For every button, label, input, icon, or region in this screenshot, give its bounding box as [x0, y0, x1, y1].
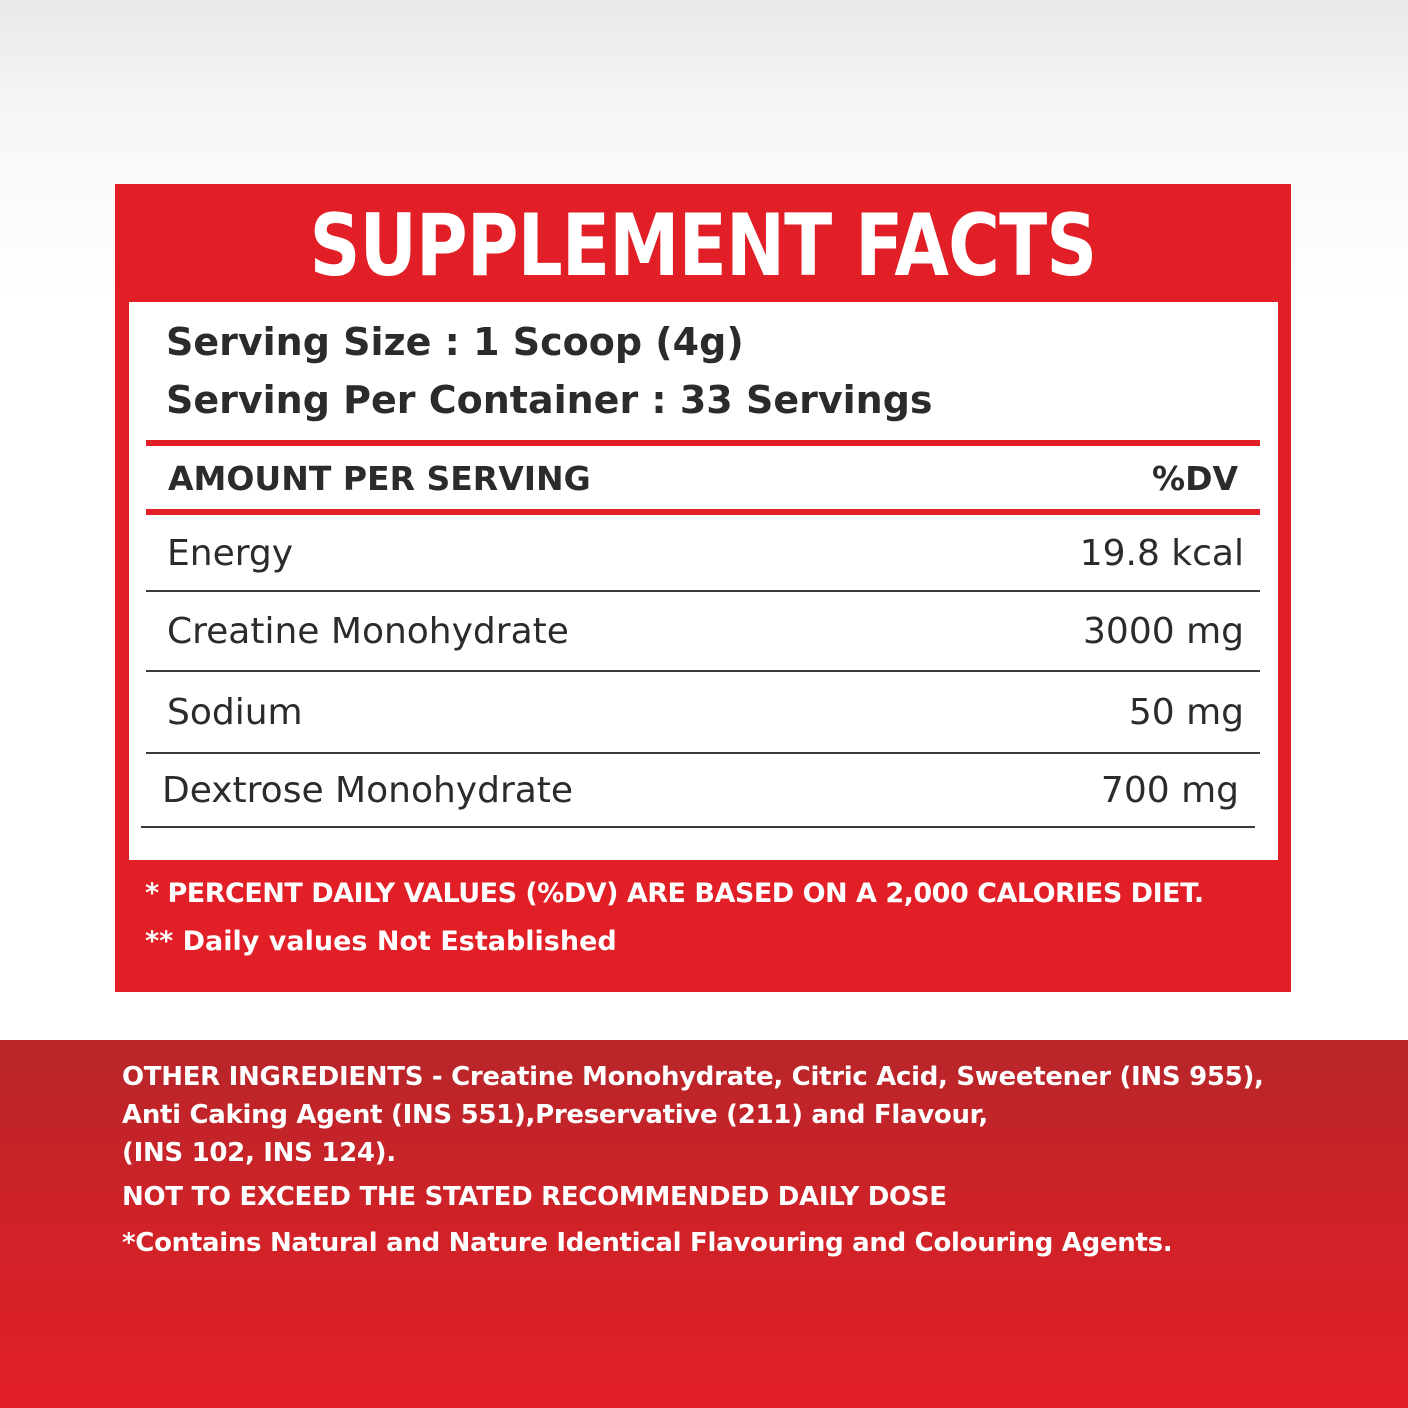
header-divider-bottom — [146, 509, 1260, 515]
header-divider-top — [146, 440, 1260, 446]
table-row — [146, 592, 1260, 672]
ingredients-line: Anti Caking Agent (INS 551),Preservative (211) and Flavour, — [122, 1100, 988, 1130]
ingredients-line: (INS 102, INS 124). — [122, 1138, 396, 1168]
nutrient-name: Creatine Monohydrate — [167, 610, 569, 652]
ingredients-band — [0, 1040, 1408, 1408]
dv-label: %DV — [1152, 458, 1238, 498]
nutrient-name: Sodium — [167, 691, 303, 733]
nutrient-amount: 3000 mg — [1083, 610, 1244, 652]
flavouring-note: *Contains Natural and Nature Identical Flavouring and Colouring Agents. — [122, 1228, 1173, 1258]
nutrient-amount: 50 mg — [1128, 691, 1244, 733]
nutrient-name: Energy — [167, 532, 294, 574]
amount-per-serving-label: AMOUNT PER SERVING — [168, 458, 591, 498]
nutrient-amount: 700 mg — [1100, 769, 1239, 811]
dose-warning: NOT TO EXCEED THE STATED RECOMMENDED DAILY DOSE — [122, 1182, 947, 1212]
nutrient-name: Dextrose Monohydrate — [162, 769, 574, 811]
footnote-not-established: ** Daily values Not Established — [145, 926, 617, 957]
servings-per-container: Serving Per Container : 33 Servings — [166, 378, 933, 422]
table-row — [146, 672, 1260, 754]
table-row — [146, 516, 1260, 592]
ingredients-line: OTHER INGREDIENTS - Creatine Monohydrate, Citric Acid, Sweetener (INS 955), — [122, 1062, 1264, 1092]
supplement-facts-panel — [115, 184, 1291, 992]
facts-card — [129, 302, 1278, 860]
footnote-dv: * PERCENT DAILY VALUES (%DV) ARE BASED ON A 2,000 CALORIES DIET. — [145, 878, 1204, 909]
nutrient-amount: 19.8 kcal — [1079, 532, 1244, 574]
table-row — [141, 754, 1255, 828]
serving-size: Serving Size : 1 Scoop (4g) — [166, 320, 744, 364]
table-header — [146, 450, 1260, 506]
facts-title: SUPPLEMENT FACTS — [309, 196, 1097, 296]
